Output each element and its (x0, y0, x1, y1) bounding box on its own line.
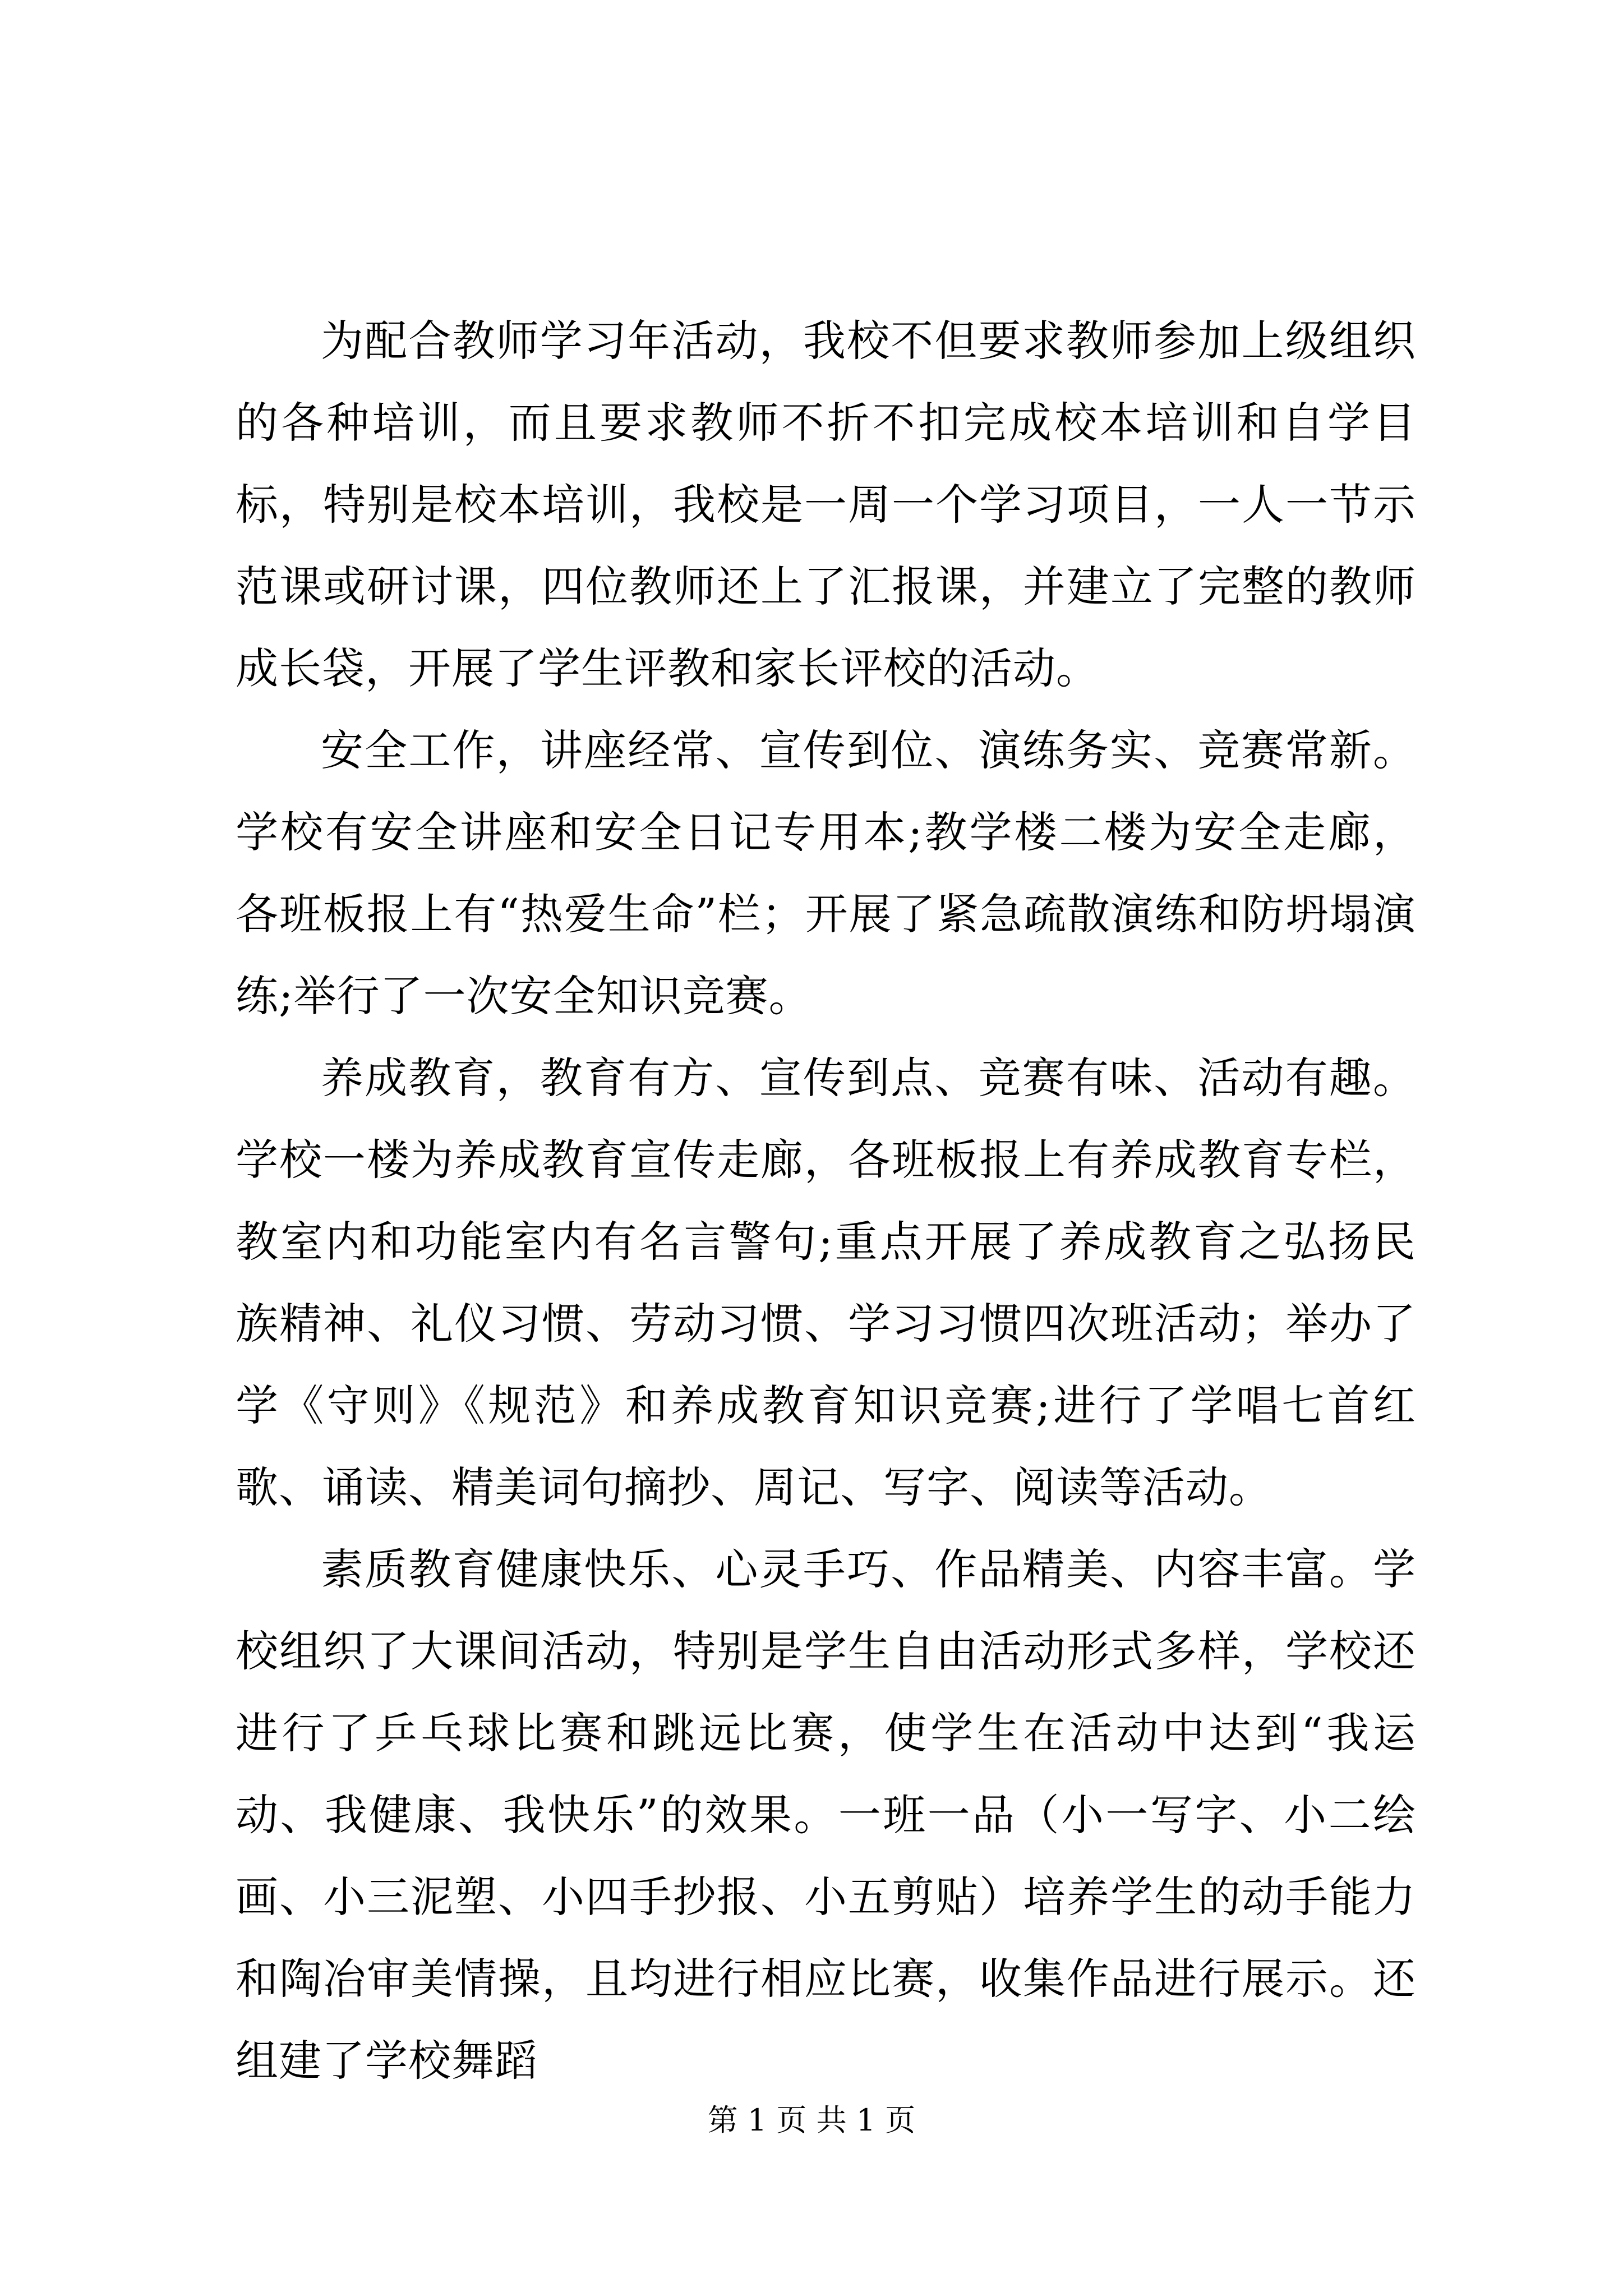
page-number-footer: 第 1 页 共 1 页 (707, 2102, 916, 2138)
paragraph-quality-education: 素质教育健康快乐、心灵手巧、作品精美、内容丰富。学校组织了大课间活动，特别是学生自由活动形式多样，学校还进行了乒乓球比赛和跳远比赛，使学生在活动中达到“我运动、我健康、我快乐”的效果。一班一品（小一写字、小二绘画、小三泥塑、小四手抄报、小五剪贴）培养学生的动手能力和陶冶审美情操，且均进行相应比赛，收集作品进行展示。还组建了学校舞蹈 (236, 1544, 1416, 2086)
body-text (236, 300, 1416, 2102)
paragraph-habit-education: 养成教育，教育有方、宣传到点、竞赛有味、活动有趣。学校一楼为养成教育宣传走廊，各班板报上有养成教育专栏，教室内和功能室内有名言警句;重点开展了养成教育之弘扬民族精神、礼仪习惯、劳动习惯、学习习惯四次班活动；举办了学《守则》《规范》和养成教育知识竞赛;进行了学唱七首红歌、诵读、精美词句摘抄、周记、写字、阅读等活动。 (236, 1053, 1416, 1512)
paragraph-safety-work: 安全工作，讲座经常、宣传到位、演练务实、竞赛常新。学校有安全讲座和安全日记专用本;教学楼二楼为安全走廊，各班板报上有“热爱生命”栏；开展了紧急疏散演练和防坍塌演练;举行了一次安全知识竞赛。 (236, 725, 1416, 1021)
paragraph-teacher-training: 为配合教师学习年活动，我校不但要求教师参加上级组织的各种培训，而且要求教师不折不扣完成校本培训和自学目标，特别是校本培训，我校是一周一个学习项目，一人一节示范课或研讨课，四位教师还上了汇报课，并建立了完整的教师成长袋，开展了学生评教和家长评校的活动。 (236, 316, 1416, 693)
